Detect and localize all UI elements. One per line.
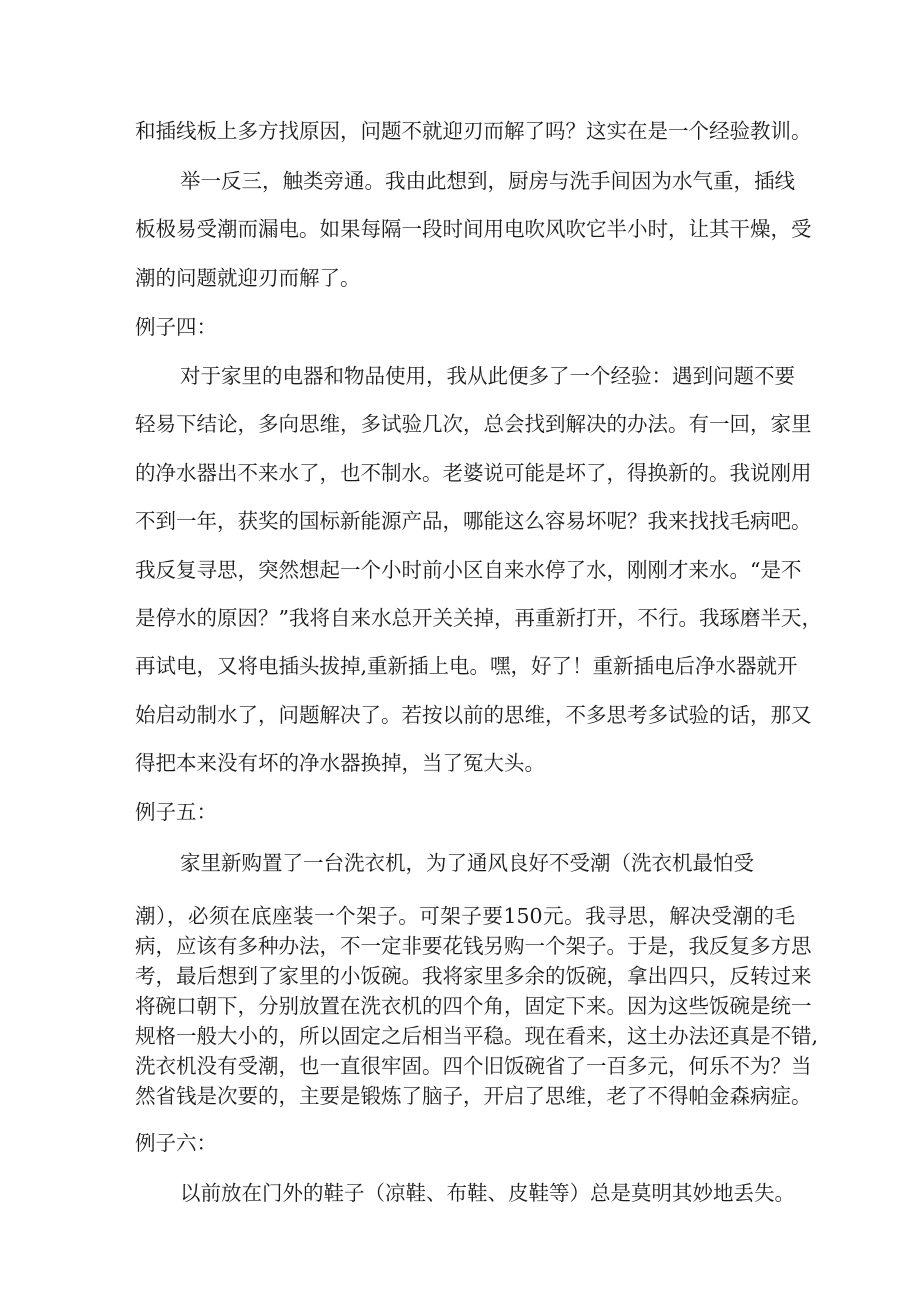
paragraph-line: 家里新购置了一台洗衣机，为了通风良好不受潮（洗衣机最怕受: [180, 851, 754, 875]
paragraph-line: 以前放在门外的鞋子（凉鞋、布鞋、皮鞋等）总是莫明其妙地丢失。: [180, 1181, 795, 1205]
paragraph-line: 对于家里的电器和物品使用，我从此便多了一个经验：遇到问题不要: [180, 364, 795, 388]
paragraph-line: 考，最后想到了家里的小饭碗。我将家里多余的饭碗，拿出四只，反转过来: [135, 964, 812, 988]
paragraph-line: 潮），必须在底座装一个架子。可架子要150元。我寻思，解决受潮的毛: [135, 904, 795, 928]
section-heading: 例子五：: [135, 800, 217, 824]
paragraph-line: 得把本来没有坏的净水器换掉，当了冤大头。: [135, 751, 545, 775]
paragraph-line: 将碗口朝下，分别放置在洗衣机的四个角，固定下来。因为这些饭碗是统一: [135, 994, 812, 1018]
paragraph-line: 再试电，又将电插头拔掉,重新插上电。嘿，好了！重新插电后净水器就开: [135, 654, 798, 678]
paragraph-line: 病，应该有多种办法，不一定非要花钱另购一个架子。于是，我反复多方思: [135, 934, 812, 958]
paragraph-line: 的净水器出不来水了，也不制水。老婆说可能是坏了，得换新的。我说刚用: [135, 461, 812, 485]
section-heading: 例子四：: [135, 315, 217, 339]
paragraph-line: 板极易受潮而漏电。如果每隔一段时间用电吹风吹它半小时，让其干燥，受: [135, 217, 812, 241]
section-heading: 例子六：: [135, 1131, 217, 1155]
paragraph-line: 举一反三，触类旁通。我由此想到，厨房与洗手间因为水气重，插线: [180, 169, 795, 193]
paragraph-line: 潮的问题就迎刃而解了。: [135, 266, 361, 290]
paragraph-line: 是停水的原因？”我将自来水总开关关掉，再重新打开，不行。我琢磨半天，: [135, 606, 822, 630]
paragraph-line: 不到一年，获奖的国标新能源产品，哪能这么容易坏呢？我来找找毛病吧。: [135, 509, 812, 533]
paragraph-line: 然省钱是次要的，主要是锻炼了脑子，开启了思维，老了不得帕金森病症。: [135, 1084, 812, 1108]
paragraph-line: 洗衣机没有受潮，也一直很牢固。四个旧饭碗省了一百多元，何乐不为？当: [135, 1054, 812, 1078]
paragraph-line: 轻易下结论，多向思维，多试验几次，总会找到解决的办法。有一回，家里: [135, 412, 812, 436]
paragraph-line: 和插线板上多方找原因，问题不就迎刃而解了吗？这实在是一个经验教训。: [135, 119, 812, 143]
paragraph-line: 规格一般大小的，所以固定之后相当平稳。现在看来，这土办法还真是不错,: [135, 1024, 819, 1048]
paragraph-line: 始启动制水了，问题解决了。若按以前的思维，不多思考多试验的话，那又: [135, 703, 812, 727]
paragraph-line: 我反复寻思，突然想起一个小时前小区自来水停了水，刚刚才来水。“是不: [135, 558, 802, 582]
